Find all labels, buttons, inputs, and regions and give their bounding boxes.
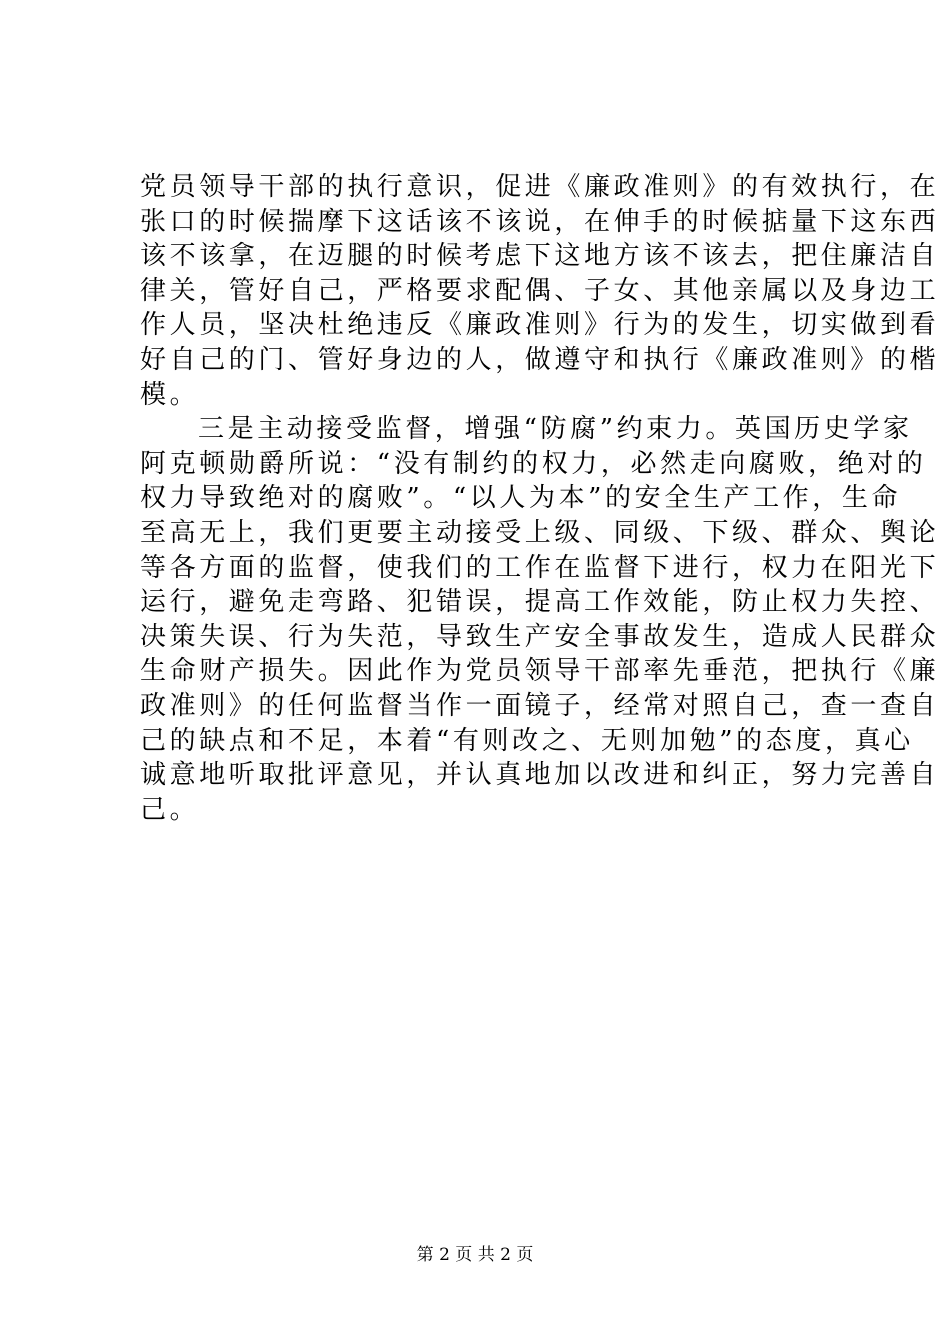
- body-text: [140, 170, 940, 827]
- text-line: 律关，管好自己，严格要求配偶、子女、其他亲属以及身边工: [140, 275, 940, 306]
- text-line: 运行，避免走弯路、犯错误，提高工作效能，防止权力失控、: [140, 587, 940, 618]
- text-line: 己。: [140, 794, 200, 825]
- text-line: 己的缺点和不足，本着“有则改之、无则加勉”的态度，真心: [140, 725, 914, 756]
- text-line: 诚意地听取批评意见，并认真地加以改进和纠正，努力完善自: [140, 760, 940, 791]
- text-line: 生命财产损失。因此作为党员领导干部率先垂范，把执行《廉: [140, 656, 940, 687]
- text-line: 该不该拿，在迈腿的时候考虑下这地方该不该去，把住廉洁自: [140, 241, 940, 272]
- text-line: 好自己的门、管好身边的人，做遵守和执行《廉政准则》的楷: [140, 344, 940, 375]
- text-line: 党员领导干部的执行意识，促进《廉政准则》的有效执行，在: [140, 172, 940, 202]
- text-line: 作人员，坚决杜绝违反《廉政准则》行为的发生，切实做到看: [140, 310, 940, 341]
- paragraph-first-line: 三是主动接受监督，增强“防腐”约束力。英国历史学家: [198, 414, 913, 445]
- text-line: 决策失误、行为失范，导致生产安全事故发生，造成人民群众: [140, 621, 940, 652]
- page-footer: [0, 1244, 950, 1266]
- text-line: 政准则》的任何监督当作一面镜子，经常对照自己，查一查自: [140, 690, 940, 721]
- text-line: 至高无上，我们更要主动接受上级、同级、下级、群众、舆论: [140, 517, 940, 548]
- text-line: 权力导致绝对的腐败”。“以人为本”的安全生产工作，生命: [140, 483, 902, 514]
- text-line: 等各方面的监督，使我们的工作在监督下进行，权力在阳光下: [140, 552, 940, 583]
- page-number-label: 第 2 页 共 2 页: [416, 1245, 534, 1265]
- text-line: 阿克顿勋爵所说：“没有制约的权力，必然走向腐败，绝对的: [140, 448, 927, 479]
- text-line: 张口的时候揣摩下这话该不该说，在伸手的时候掂量下这东西: [140, 206, 940, 237]
- text-line: 模。: [140, 379, 200, 410]
